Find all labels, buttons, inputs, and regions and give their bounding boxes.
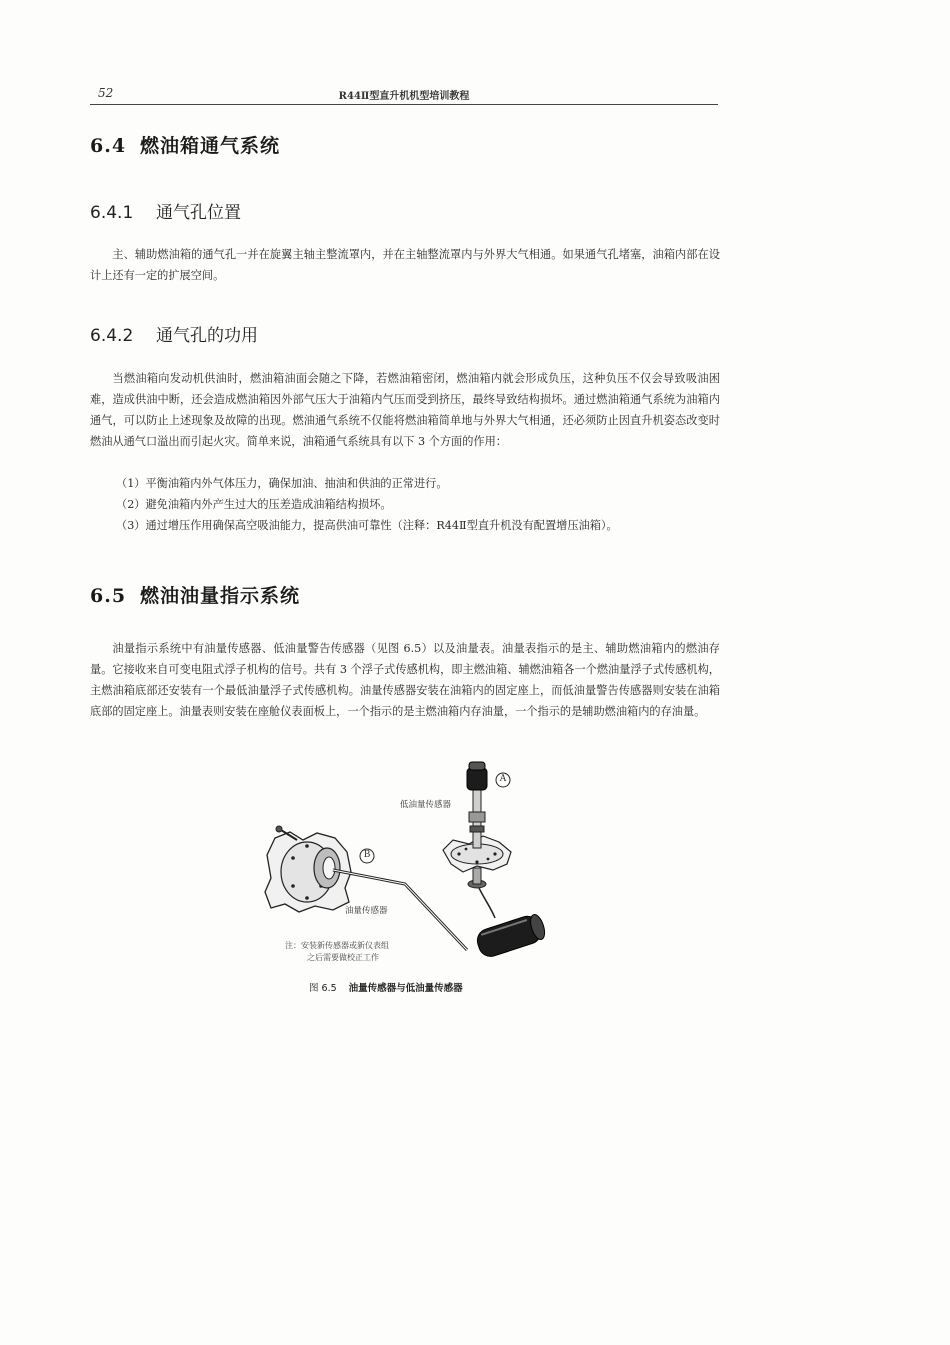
subsection-number: 6.4.1	[90, 203, 134, 223]
figure-caption	[309, 980, 463, 994]
book-title: R44Ⅱ型直升机机型培训教程	[338, 91, 470, 102]
section-title: 燃油箱通气系统	[140, 135, 281, 157]
figure-6-5	[255, 760, 565, 995]
function-list	[90, 473, 730, 536]
paragraph-vent-location: 主、辅助燃油箱的通气孔一并在旋翼主轴主整流罩内，并在主轴整流罩内与外界大气相通。如果通气孔堵塞，油箱内部在设计上还有一定的扩展空间。	[90, 248, 720, 282]
sensor-wire	[479, 888, 495, 918]
callout-b-label: B	[363, 850, 371, 860]
list-item: （1）平衡油箱内外气体压力，确保加油、抽油和供油的正常进行。	[116, 477, 448, 490]
figure-note-line-2: 之后需要做校正工作	[307, 953, 379, 962]
list-item: （3）通过增压作用确保高空吸油能力，提高供油可靠性（注释：R44Ⅱ型直升机没有配置增压油箱）。	[116, 519, 618, 532]
page-number: 52	[98, 86, 114, 100]
running-header	[90, 84, 718, 105]
paragraph-fuel-quantity: 油量指示系统中有油量传感器、低油量警告传感器（见图 6.5）以及油量表。油量表指示的是主、辅助燃油箱内的燃油存量。它接收来自可变电阻式浮子机构的信号。共有 3 个浮子式传感机构，即主燃油箱、辅燃油箱各一个燃油量浮子式传感机构，主燃油箱底部还安装有一个最低油量浮子式传感机构。油量传感器安装在油箱内的固定座上，而低油量警告传感器则安装在油箱底部的固定座上。油量表则安装在座舱仪表面板上，一个指示的是主燃油箱内存油量，一个指示的是辅助燃油箱内的存油量。	[90, 642, 720, 718]
subsection-heading-6-4-2	[90, 321, 258, 346]
list-item: （2）避免油箱内外产生过大的压差造成油箱结构损坏。	[116, 498, 392, 511]
section-title: 燃油油量指示系统	[140, 585, 301, 607]
fuel-sensor-label: 油量传感器	[345, 906, 388, 916]
subsection-number: 6.4.2	[90, 326, 134, 346]
section-heading-6-4	[90, 131, 280, 158]
subsection-heading-6-4-1	[90, 198, 241, 223]
subsection-title: 通气孔的功用	[156, 326, 258, 346]
section-heading-6-5	[90, 581, 300, 608]
figure-number: 图 6.5	[309, 983, 337, 994]
section-number: 6.4	[90, 135, 127, 157]
section-number: 6.5	[90, 585, 127, 607]
callout-a-label: A	[499, 774, 507, 784]
figure-title: 油量传感器与低油量传感器	[348, 983, 463, 994]
low-fuel-sensor-label: 低油量传感器	[400, 800, 452, 810]
figure-note-line-1: 注：安装新传感器或新仪表组	[285, 941, 389, 950]
subsection-title: 通气孔位置	[156, 203, 241, 223]
paragraph-vent-function: 当燃油箱向发动机供油时，燃油箱油面会随之下降，若燃油箱密闭，燃油箱内就会形成负压，这种负压不仅会导致吸油困难，造成供油中断，还会造成燃油箱因外部气压大于油箱内气压而受到挤压，最终导致结构损坏。通过燃油箱通气系统为油箱内通气，可以防止上述现象及故障的出现。燃油通气系统不仅能将燃油箱简单地与外界大气相通，还必须防止因直升机姿态改变时燃油从通气口溢出而引起火灾。简单来说，油箱通气系统具有以下 3 个方面的作用：	[90, 372, 720, 448]
float	[474, 912, 547, 960]
